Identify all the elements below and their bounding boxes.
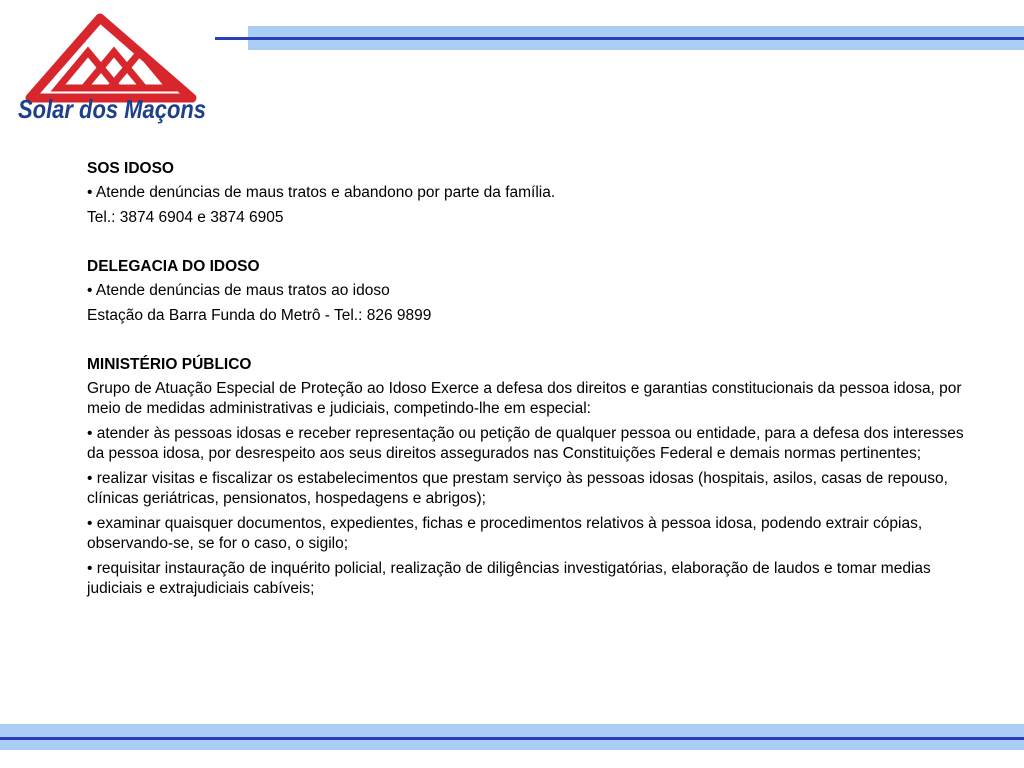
section-sos-idoso	[87, 159, 967, 228]
header-line	[215, 37, 1024, 40]
paragraph: • requisitar instauração de inquérito policial, realização de diligências investigatórias, elaboração de laudos e tomar medias judiciais e extrajudiciais cabíveis;	[87, 560, 931, 597]
logo-text: Solar dos Maçons	[18, 94, 206, 124]
footer-line	[0, 737, 1024, 740]
paragraph: • atender às pessoas idosas e receber representação ou petição de qualquer pessoa ou entidade, para a defesa dos interesses da pessoa idosa, por desrespeito aos seus direitos assegurados nas Constituições Federal e demais normas pertinentes;	[87, 425, 964, 462]
section-title: SOS IDOSO	[87, 160, 174, 177]
paragraph: • realizar visitas e fiscalizar os estabelecimentos que prestam serviço às pessoas idosas (hospitais, asilos, casas de repouso, clínicas geriátricas, pensionatos, hospedagens e abrigos);	[87, 470, 948, 507]
paragraph: • examinar quaisquer documentos, expedientes, fichas e procedimentos relativos à pessoa idosa, podendo extrair cópias, observando-se, se for o caso, o sigilo;	[87, 515, 923, 552]
section-ministerio-publico	[87, 355, 967, 599]
section-delegacia-do-idoso	[87, 257, 967, 326]
paragraph: • Atende denúncias de maus tratos ao idoso	[87, 282, 390, 299]
section-title: MINISTÉRIO PÚBLICO	[87, 356, 252, 373]
paragraph: Grupo de Atuação Especial de Proteção ao Idoso Exerce a defesa dos direitos e garantias constitucionais da pessoa idosa, por meio de medidas administrativas e judiciais, competindo-lhe em especial:	[87, 380, 962, 417]
paragraph: Tel.: 3874 6904 e 3874 6905	[87, 209, 284, 226]
logo	[14, 12, 210, 130]
paragraph: • Atende denúncias de maus tratos e abandono por parte da família.	[87, 184, 556, 201]
section-title: DELEGACIA DO IDOSO	[87, 258, 260, 275]
triangles-logo-icon	[14, 12, 210, 130]
paragraph: Estação da Barra Funda do Metrô - Tel.: 826 9899	[87, 307, 432, 324]
document-body	[87, 159, 967, 604]
